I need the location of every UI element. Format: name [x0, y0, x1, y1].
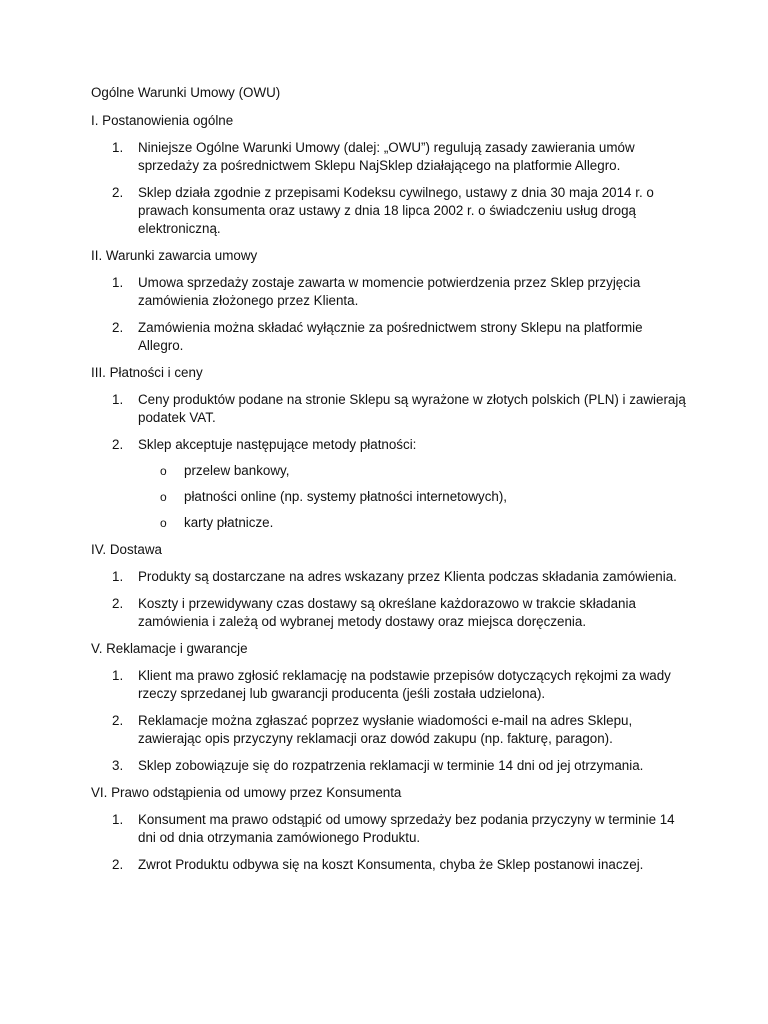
item-text: Reklamacje można zgłaszać poprzez wysłanie wiadomości e-mail na adres Sklepu, zawierając opis przyczyny reklamacji oraz dowód zakupu (np. fakturę, paragon).	[138, 713, 633, 746]
section-items	[91, 568, 688, 631]
list-item	[91, 712, 688, 748]
item-text: Produkty są dostarczane na adres wskazany przez Klienta podczas składania zamówienia.	[138, 569, 677, 584]
item-text: Niniejsze Ogólne Warunki Umowy (dalej: „OWU”) regulują zasady zawierania umów sprzedaży za pośrednictwem Sklepu NajSklep działającego na platformie Allegro.	[138, 140, 635, 173]
item-text: Konsument ma prawo odstąpić od umowy sprzedaży bez podania przyczyny w terminie 14 dni od dnia otrzymania zamówionego Produktu.	[138, 812, 675, 845]
list-item	[91, 274, 688, 310]
item-number: 2.	[112, 185, 124, 200]
section-heading: V. Reklamacje i gwarancje	[91, 641, 248, 656]
bullet-item	[138, 488, 688, 506]
section-heading: I. Postanowienia ogólne	[91, 113, 234, 128]
item-number: 1.	[112, 812, 124, 827]
document-title: Ogólne Warunki Umowy (OWU)	[91, 85, 281, 100]
item-number: 1.	[112, 275, 124, 290]
item-number: 1.	[112, 668, 124, 683]
list-item	[91, 139, 688, 175]
list-item	[91, 757, 688, 775]
list-item	[91, 184, 688, 238]
bullet-text: płatności online (np. systemy płatności internetowych),	[184, 489, 508, 504]
bullet-marker: o	[160, 490, 167, 504]
item-number: 2.	[112, 596, 124, 611]
section-items	[91, 391, 688, 532]
payment-methods-list	[138, 462, 688, 532]
item-text: Sklep akceptuje następujące metody płatności:	[138, 437, 417, 452]
item-number: 2.	[112, 320, 124, 335]
item-text: Koszty i przewidywany czas dostawy są określane każdorazowo w trakcie składania zamówienia i zależą od wybranej metody dostawy oraz miejsca doręczenia.	[138, 596, 636, 629]
item-text: Zamówienia można składać wyłącznie za pośrednictwem strony Sklepu na platformie Allegro.	[138, 320, 643, 353]
section-items	[91, 139, 688, 238]
item-text: Umowa sprzedaży zostaje zawarta w momencie potwierdzenia przez Sklep przyjęcia zamówienia złożonego przez Klienta.	[138, 275, 641, 308]
section-heading: II. Warunki zawarcia umowy	[91, 248, 258, 263]
list-item	[91, 319, 688, 355]
section-items	[91, 667, 688, 775]
section-heading: III. Płatności i ceny	[91, 365, 203, 380]
section-items	[91, 811, 688, 874]
item-number: 2.	[112, 437, 124, 452]
section-payments-prices	[91, 364, 688, 532]
bullet-marker: o	[160, 464, 167, 478]
item-text: Klient ma prawo zgłosić reklamację na podstawie przepisów dotyczących rękojmi za wady rzeczy sprzedanej lub gwarancji producenta (jeśli została udzielona).	[138, 668, 671, 701]
list-item	[91, 856, 688, 874]
section-general-provisions	[91, 112, 688, 238]
section-withdrawal-right	[91, 784, 688, 874]
item-number: 3.	[112, 758, 124, 773]
bullet-item	[138, 514, 688, 532]
section-contract-conditions	[91, 247, 688, 355]
item-number: 2.	[112, 857, 124, 872]
bullet-text: karty płatnicze.	[184, 515, 274, 530]
section-complaints-warranty	[91, 640, 688, 775]
bullet-marker: o	[160, 516, 167, 530]
section-heading: VI. Prawo odstąpienia od umowy przez Konsumenta	[91, 785, 402, 800]
section-delivery	[91, 541, 688, 631]
item-number: 1.	[112, 569, 124, 584]
list-item	[91, 811, 688, 847]
section-items	[91, 274, 688, 355]
item-number: 1.	[112, 392, 124, 407]
list-item	[91, 436, 688, 532]
item-number: 1.	[112, 140, 124, 155]
item-number: 2.	[112, 713, 124, 728]
item-text: Zwrot Produktu odbywa się na koszt Konsumenta, chyba że Sklep postanowi inaczej.	[138, 857, 644, 872]
list-item	[91, 568, 688, 586]
bullet-item	[138, 462, 688, 480]
bullet-text: przelew bankowy,	[184, 463, 290, 478]
list-item	[91, 595, 688, 631]
list-item	[91, 667, 688, 703]
item-text: Ceny produktów podane na stronie Sklepu są wyrażone w złotych polskich (PLN) i zawierają podatek VAT.	[138, 392, 686, 425]
list-item	[91, 391, 688, 427]
item-text: Sklep działa zgodnie z przepisami Kodeksu cywilnego, ustawy z dnia 30 maja 2014 r. o prawach konsumenta oraz ustawy z dnia 18 lipca 2002 r. o świadczeniu usług drogą elektroniczną.	[138, 185, 654, 236]
item-text: Sklep zobowiązuje się do rozpatrzenia reklamacji w terminie 14 dni od jej otrzymania.	[138, 758, 644, 773]
section-heading: IV. Dostawa	[91, 542, 162, 557]
